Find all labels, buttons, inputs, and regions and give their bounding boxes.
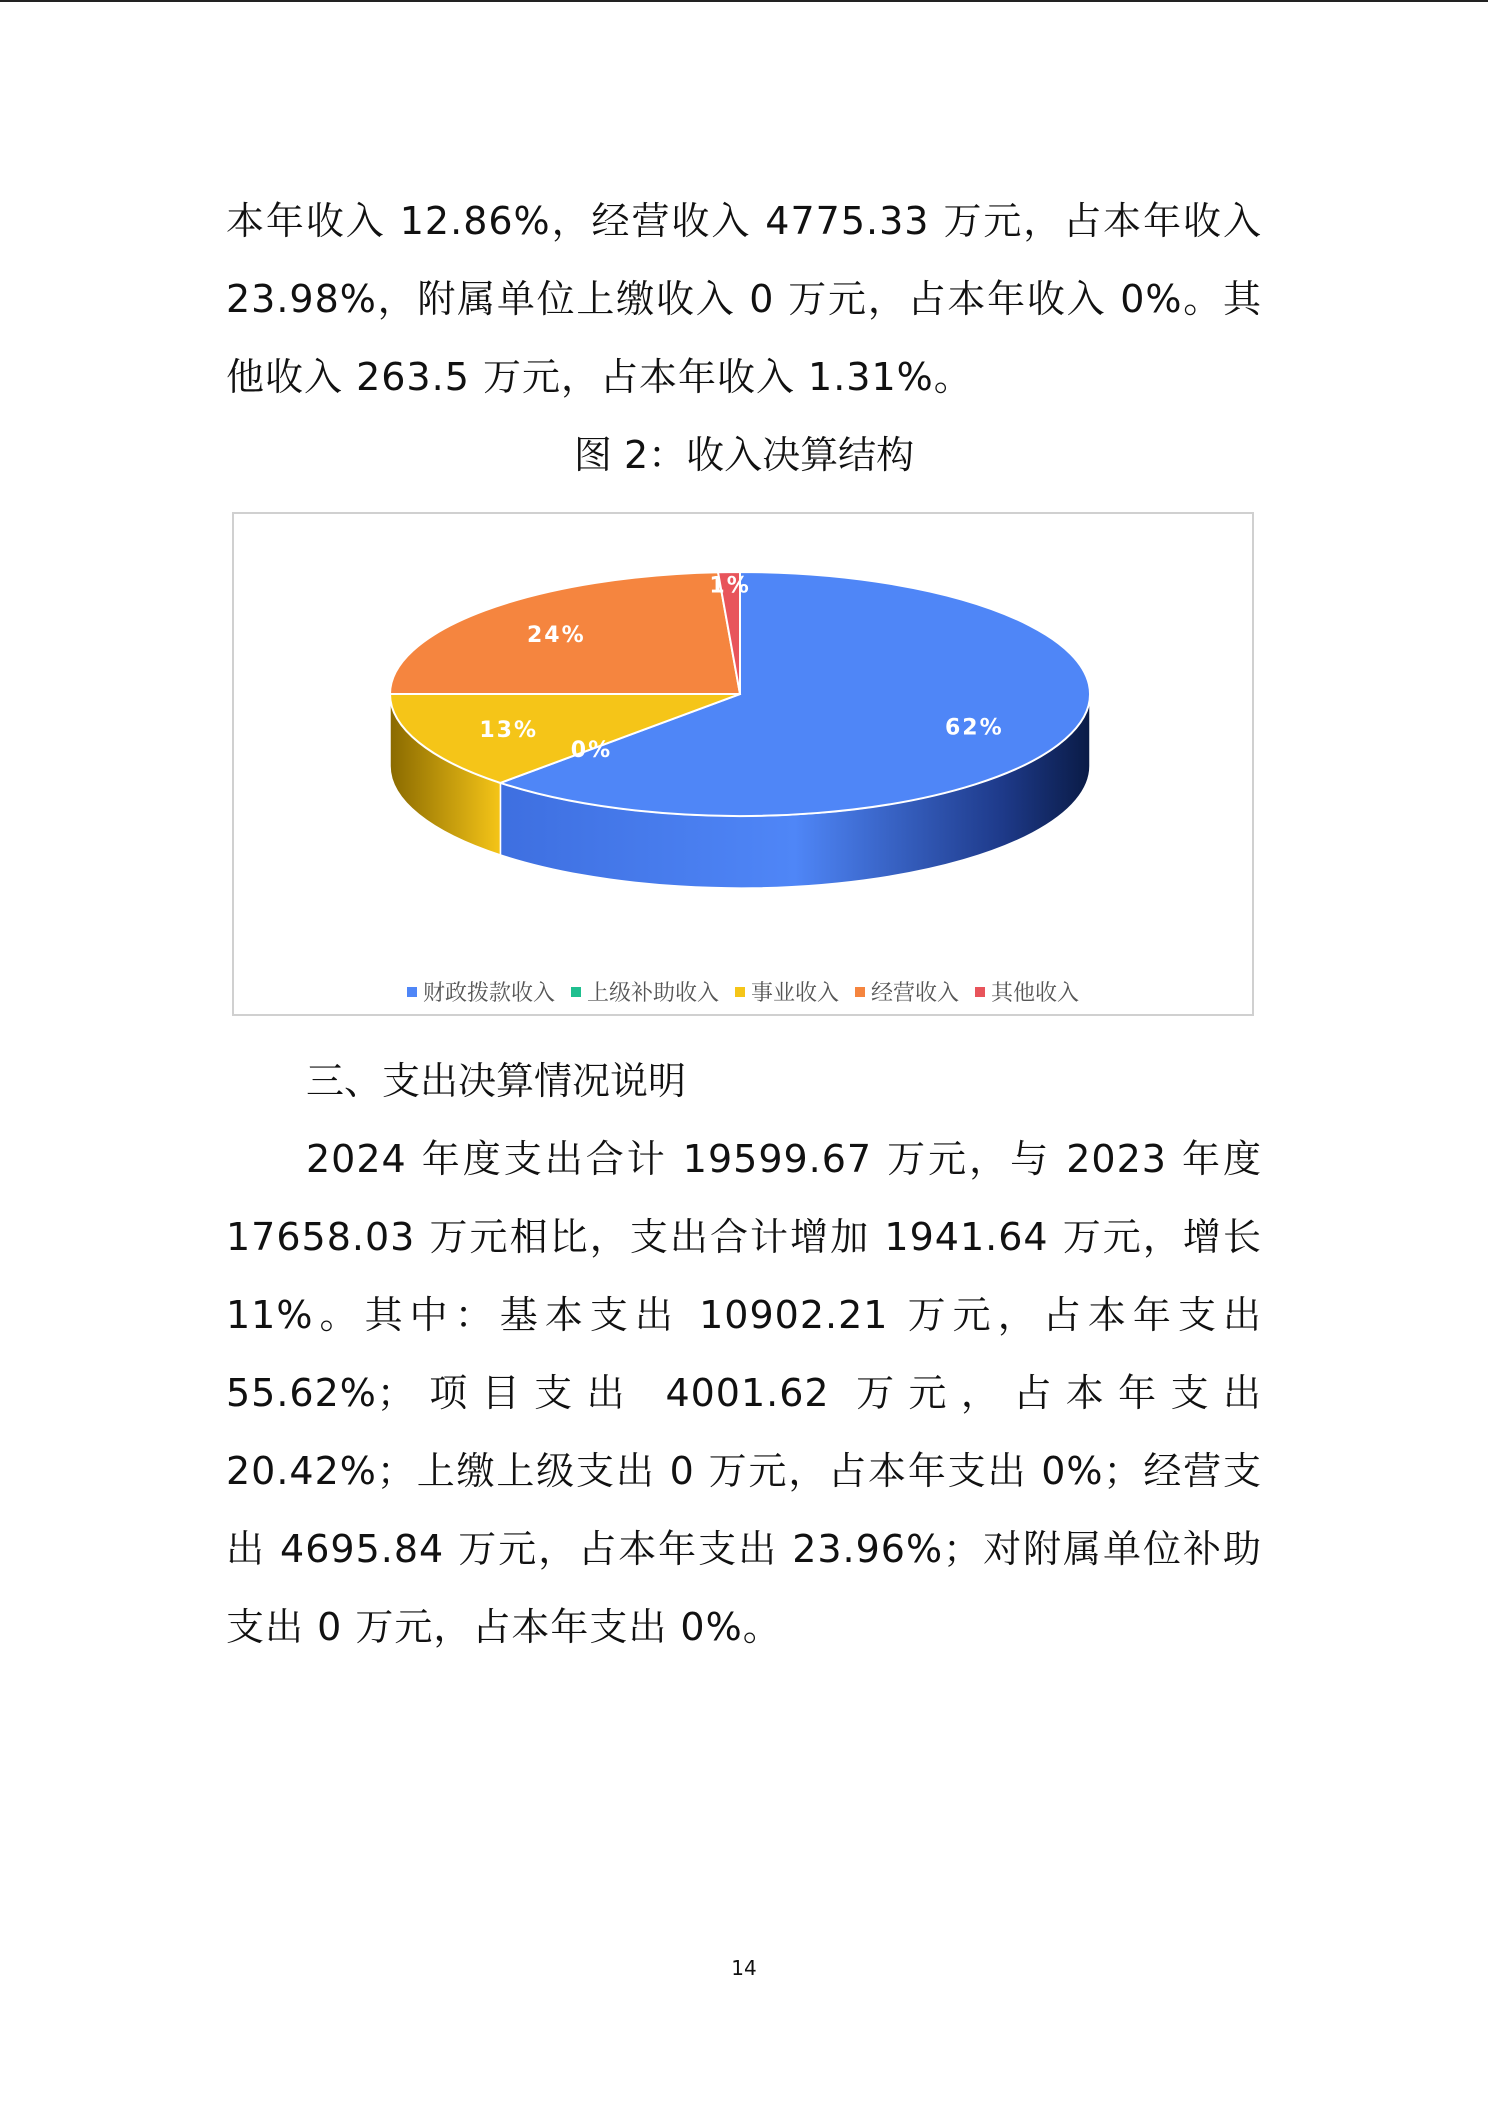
legend-label: 其他收入 xyxy=(991,981,1080,1006)
section-heading: 三、支出决算情况说明 xyxy=(306,1059,687,1103)
legend-swatch xyxy=(975,987,985,997)
income-paragraph-tail: 本年收入 12.86%，经营收入 4775.33 万元，占本年收入 23.98%，附属单位上缴收入 0 万元，占本年收入 0%。其他收入 263.5 万元，占本年收入 1.31%。 xyxy=(226,199,1262,399)
pie-value-label: 1% xyxy=(709,573,751,599)
legend-swatch xyxy=(407,987,417,997)
legend-swatch xyxy=(735,987,745,997)
pie-value-label: 62% xyxy=(944,715,1004,741)
legend-item xyxy=(975,976,1079,1007)
pie-top xyxy=(390,572,1090,816)
pie-value-label: 0% xyxy=(570,738,613,764)
page-number: 14 xyxy=(731,1956,757,1980)
legend-label: 财政拨款收入 xyxy=(422,981,555,1006)
legend-item xyxy=(735,976,839,1007)
expense-paragraph: 2024 年度支出合计 19599.67 万元，与 2023 年度 17658.03 万元相比，支出合计增加 1941.64 万元，增长 11%。其中：基本支出 10902.21 万元，占本年支出 55.62%；项目支出 4001.62 万元，占本年支出 20.42%；上缴上级支出 0 万元，占本年支出 0%；经营支出 4695.84 万元，占本年支出 23.96%；对附属单位补助支出 0 万元，占本年支出 0%。 xyxy=(226,1137,1262,1649)
pie-chart xyxy=(234,514,1252,974)
legend-item xyxy=(855,976,959,1007)
figure-caption: 图 2：收入决算结构 xyxy=(573,433,915,477)
legend-label: 事业收入 xyxy=(750,981,839,1006)
legend-item xyxy=(407,976,555,1007)
pie-value-label: 24% xyxy=(526,622,586,648)
legend-swatch xyxy=(571,987,581,997)
chart-legend xyxy=(234,976,1252,1007)
legend-label: 经营收入 xyxy=(871,981,960,1006)
legend-label: 上级补助收入 xyxy=(586,981,719,1006)
legend-swatch xyxy=(855,987,865,997)
pie-value-label: 13% xyxy=(479,717,539,743)
legend-item xyxy=(571,976,719,1007)
income-structure-chart xyxy=(232,512,1254,1016)
